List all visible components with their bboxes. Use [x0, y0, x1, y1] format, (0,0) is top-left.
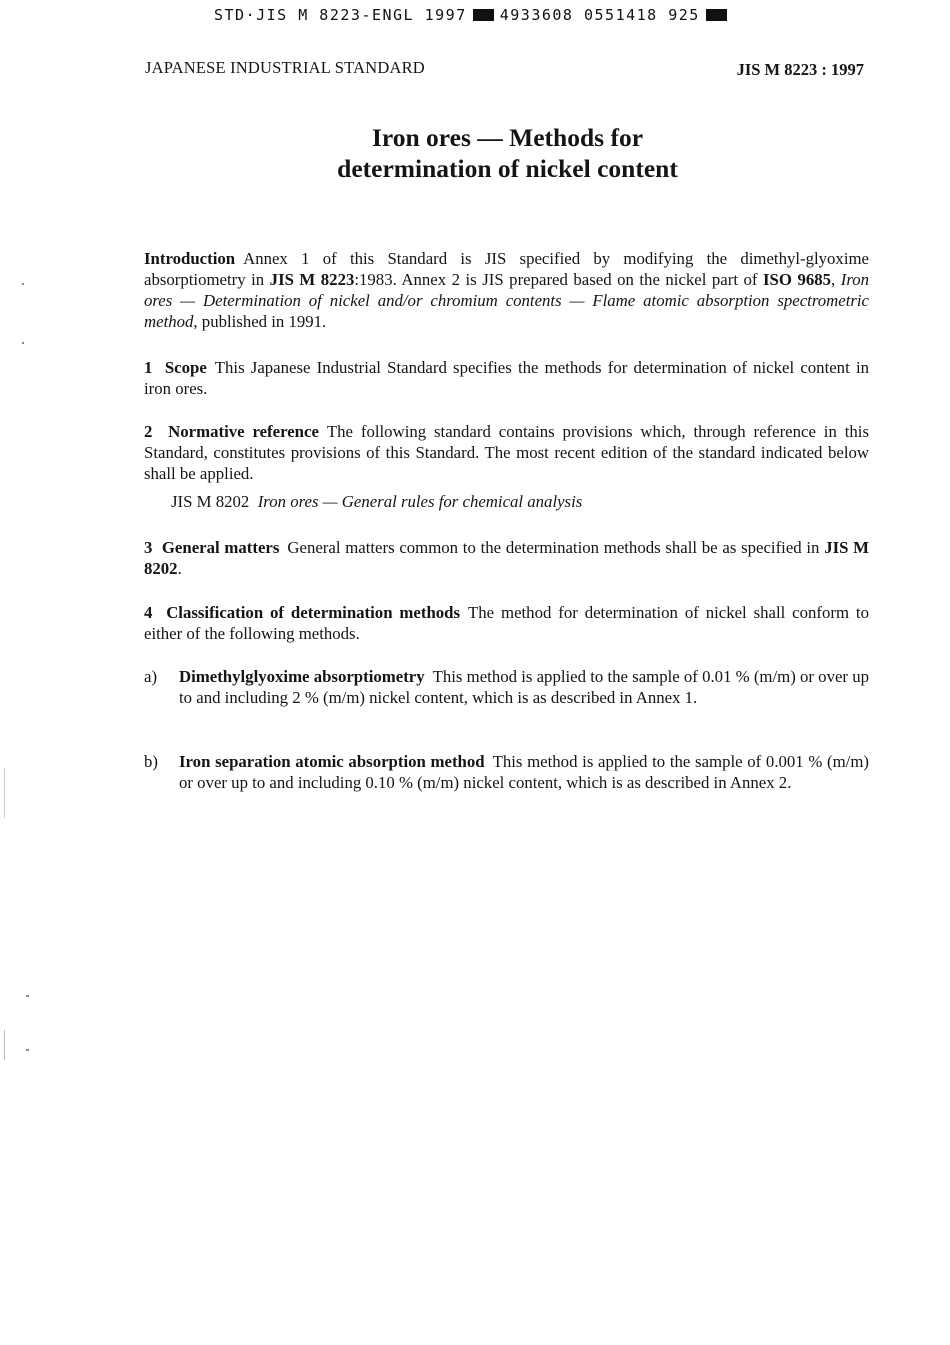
- scan-artifact: [22, 283, 24, 285]
- introduction-heading: Introduction: [144, 249, 236, 268]
- section-heading: Classification of determination methods: [166, 603, 461, 622]
- method-text: This method is applied to the sample of 0.01 % (m/m) or over up to and including 2 % (m/m) nickel content, which is as described in Annex 1.: [179, 667, 869, 707]
- section-scope: [144, 357, 869, 399]
- referenced-document-title: Iron ores — Determination of nickel and/or chromium contents — Flame atomic absorption spectrometric method: [144, 270, 870, 331]
- scan-artifact: [4, 768, 5, 818]
- title-line-2: determination of nickel content: [337, 154, 678, 183]
- section-text: General matters common to the determination methods shall be as specified in: [287, 538, 825, 557]
- section-heading: Normative reference: [168, 422, 319, 441]
- list-marker: a): [144, 667, 158, 686]
- section-general-matters: [144, 537, 869, 579]
- section-heading: General matters: [161, 538, 280, 557]
- stamp-block-mark: [473, 9, 494, 21]
- stamp-block-mark-end: [706, 9, 727, 21]
- method-heading: Iron separation atomic absorption method: [179, 752, 485, 771]
- section-number: 2: [144, 422, 153, 441]
- document-title: [0, 122, 950, 184]
- scan-artifact: [26, 1049, 29, 1051]
- reference-title: Iron ores — General rules for chemical analysis: [257, 492, 583, 511]
- header-standard-name: JAPANESE INDUSTRIAL STANDARD: [145, 58, 425, 77]
- section-number: 1: [144, 358, 153, 377]
- section-text: This Japanese Industrial Standard specifies the methods for determination of nickel content in iron ores.: [144, 358, 869, 398]
- std-ref: JIS M 8202: [144, 538, 870, 578]
- method-heading: Dimethylglyoxime absorptiometry: [179, 667, 425, 686]
- stamp-number: 4933608 0551418 925: [499, 6, 700, 24]
- normative-reference-entry: [171, 492, 582, 512]
- header-standard-code: JIS M 8223 : 1997: [736, 60, 864, 79]
- method-item-a: [144, 666, 869, 708]
- list-marker: b): [144, 752, 158, 771]
- section-text: The following standard contains provisions which, through reference in this Standard, constitutes provisions of this Standard. The most recent edition of the standard indicated below shall be applied.: [144, 422, 869, 483]
- section-heading: Scope: [164, 358, 207, 377]
- document-stamp: [214, 6, 733, 24]
- introduction-text: , published in 1991.: [193, 312, 327, 331]
- method-text: This method is applied to the sample of 0.001 % (m/m) or over up to and including 0.10 % (m/m) nickel content, which is as described in Annex 2.: [179, 752, 869, 792]
- std-ref: JIS M 8223: [269, 270, 355, 289]
- stamp-code: STD·JIS M 8223-ENGL 1997: [214, 6, 467, 24]
- section-text: The method for determination of nickel shall conform to either of the following methods.: [144, 603, 869, 643]
- introduction-text: ,: [831, 270, 841, 289]
- section-text-end: .: [177, 559, 182, 578]
- introduction-text: :1983. Annex 2 is JIS prepared based on the nickel part of: [354, 270, 764, 289]
- scan-artifact: [22, 342, 24, 344]
- method-item-b: [144, 751, 869, 793]
- section-number: 4: [144, 603, 153, 622]
- section-classification: [144, 602, 869, 644]
- title-line-1: Iron ores — Methods for: [371, 123, 644, 152]
- scan-artifact: [4, 1030, 5, 1060]
- scan-artifact: [26, 995, 29, 997]
- reference-code: JIS M 8202: [171, 492, 250, 511]
- section-number: 3: [144, 538, 153, 557]
- section-normative-reference: [144, 421, 869, 484]
- std-ref: ISO 9685: [763, 270, 832, 289]
- introduction-paragraph: [144, 248, 869, 332]
- introduction-text: Annex 1 of this Standard is JIS specified by modifying the dimethyl-glyoxime absorptiometry in: [144, 249, 869, 289]
